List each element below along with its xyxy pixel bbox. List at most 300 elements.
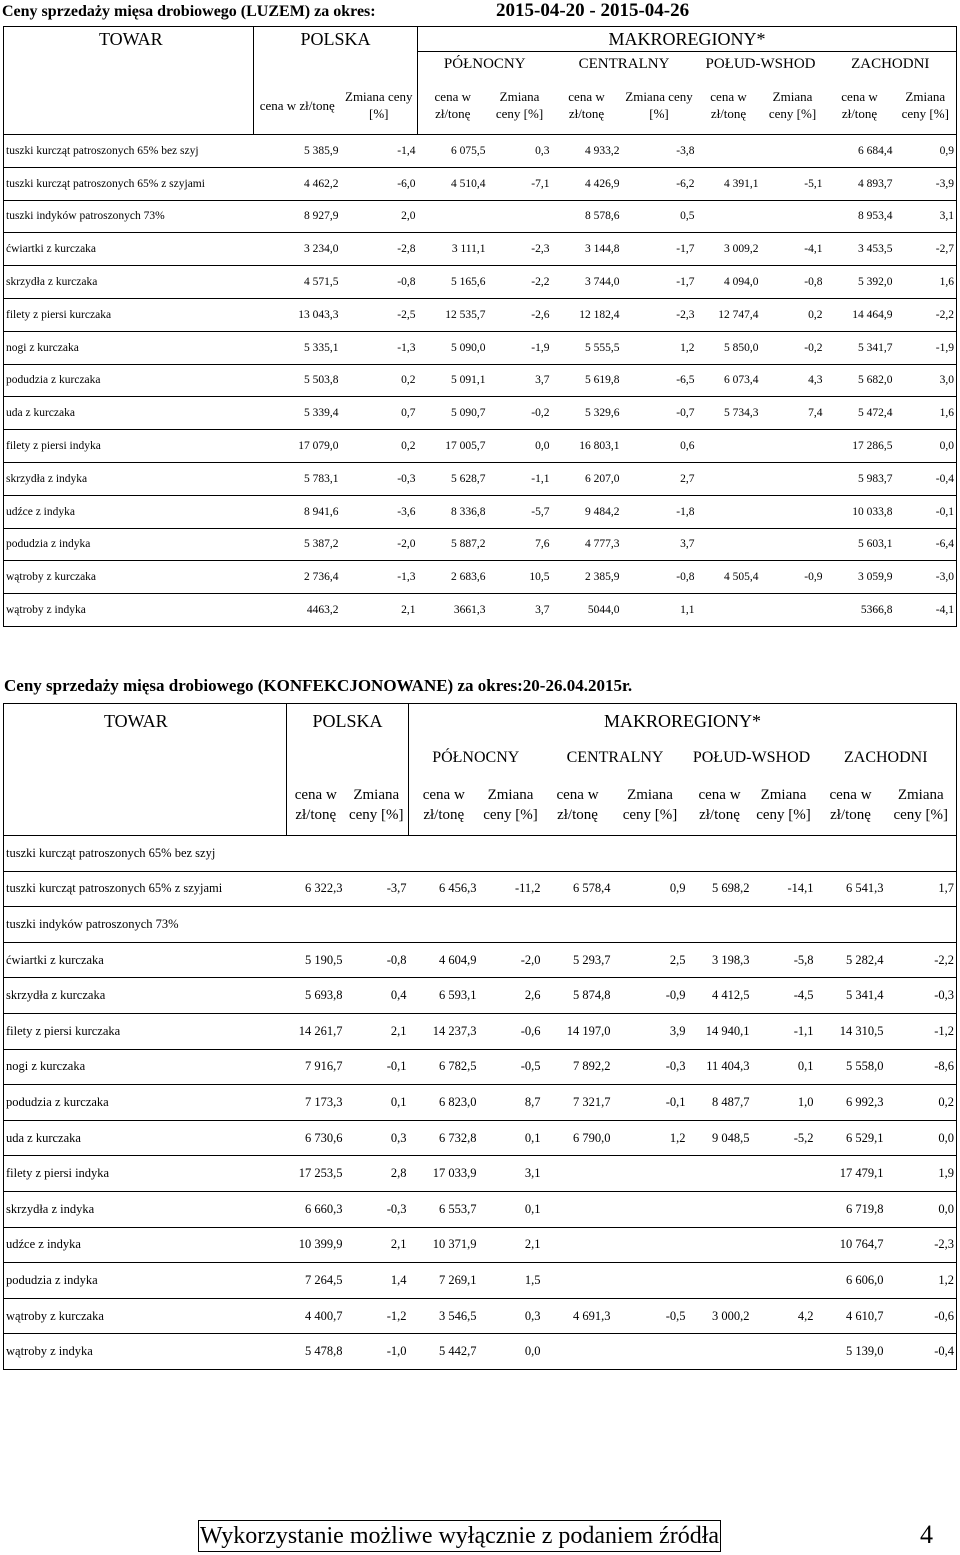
change-cell: [613, 1191, 688, 1227]
price-cell: [543, 836, 613, 872]
price-cell: [697, 495, 761, 528]
price-cell: [287, 836, 345, 872]
change-cell: -3,0: [895, 561, 957, 594]
change-cell: [761, 594, 825, 627]
change-cell: -4,5: [752, 978, 816, 1014]
change-cell: 1,0: [752, 1085, 816, 1121]
change-cell: -0,9: [761, 561, 825, 594]
price-cell: 8 941,6: [254, 495, 341, 528]
change-cell: 4,3: [761, 364, 825, 397]
price-cell: [688, 1227, 752, 1263]
change-cell: 1,2: [886, 1263, 957, 1299]
change-cell: [752, 907, 816, 943]
product-name: filety z piersi kurczaka: [4, 1013, 287, 1049]
subheader-empty: [4, 77, 254, 135]
price-cell: 7 321,7: [543, 1085, 613, 1121]
price-cell: 5 850,0: [697, 331, 761, 364]
price-cell: [697, 430, 761, 463]
price-cell: 6 732,8: [409, 1120, 479, 1156]
change-cell: 1,2: [622, 331, 697, 364]
change-cell: 3,7: [488, 364, 552, 397]
price-cell: 6 578,4: [543, 871, 613, 907]
price-cell: 14 310,5: [816, 1013, 886, 1049]
table-row: [4, 1156, 957, 1192]
change-cell: -2,2: [886, 942, 957, 978]
price-cell: 5 282,4: [816, 942, 886, 978]
change-cell: -11,2: [479, 871, 543, 907]
product-name: uda z kurczaka: [4, 397, 254, 430]
table-row: [4, 871, 957, 907]
product-name: ćwiartki z kurczaka: [4, 233, 254, 266]
price-cell: 6 073,4: [697, 364, 761, 397]
change-cell: [613, 1156, 688, 1192]
price-cell: 10 033,8: [825, 495, 895, 528]
price-cell: [688, 1263, 752, 1299]
price-cell: 5 693,8: [287, 978, 345, 1014]
change-cell: -7,1: [488, 167, 552, 200]
change-cell: 0,2: [886, 1085, 957, 1121]
change-cell: [752, 836, 816, 872]
price-cell: 7 269,1: [409, 1263, 479, 1299]
product-name: podudzia z kurczaka: [4, 364, 254, 397]
subheader-price: cena w zł/tonę: [418, 77, 488, 135]
product-name: tuszki kurcząt patroszonych 65% bez szyj: [6, 845, 216, 860]
price-cell: 4 604,9: [409, 942, 479, 978]
price-cell: 6 541,3: [816, 871, 886, 907]
product-name: tuszki kurcząt patroszonych 65% bez szyj: [6, 144, 199, 157]
change-cell: -5,1: [761, 167, 825, 200]
price-cell: 3661,3: [418, 594, 488, 627]
table-row: [4, 1227, 957, 1263]
title-luzem-period: 2015-04-20 - 2015-04-26: [496, 0, 690, 21]
change-cell: [752, 1191, 816, 1227]
change-cell: -0,6: [479, 1013, 543, 1049]
price-cell: 5 392,0: [825, 266, 895, 299]
table-row: [4, 907, 957, 943]
change-cell: 0,0: [886, 1120, 957, 1156]
table-row: [4, 1013, 957, 1049]
header-region-centralny: CENTRALNY: [566, 748, 664, 766]
table-row: [4, 528, 957, 561]
change-cell: [345, 907, 409, 943]
price-cell: 4463,2: [254, 594, 341, 627]
table-row: [4, 1120, 957, 1156]
change-cell: -0,8: [341, 266, 418, 299]
product-name: tuszki indyków patroszonych 73%: [4, 200, 254, 233]
price-cell: 3 009,2: [697, 233, 761, 266]
price-cell: 17 005,7: [418, 430, 488, 463]
price-cell: 4 094,0: [697, 266, 761, 299]
change-cell: 0,0: [488, 430, 552, 463]
price-cell: 5044,0: [552, 594, 622, 627]
subheader-change: Zmiana ceny [%]: [895, 77, 957, 135]
price-cell: 3 144,8: [552, 233, 622, 266]
subheader-change: Zmiana ceny [%]: [613, 776, 688, 836]
change-cell: [479, 907, 543, 943]
price-cell: 14 197,0: [543, 1013, 613, 1049]
change-cell: [761, 495, 825, 528]
price-cell: 13 043,3: [254, 298, 341, 331]
price-cell: 12 535,7: [418, 298, 488, 331]
change-cell: [479, 836, 543, 872]
product-name: tuszki kurcząt patroszonych 65% z szyjami: [4, 167, 254, 200]
change-cell: 3,1: [895, 200, 957, 233]
price-cell: 6 529,1: [816, 1120, 886, 1156]
subheader-price: cena w zł/tonę: [825, 77, 895, 135]
price-cell: 5 628,7: [418, 462, 488, 495]
subheader-change: Zmiana ceny [%]: [479, 776, 543, 836]
konfekcjonowane-table-wrapper: [3, 703, 956, 1370]
change-cell: -0,8: [345, 942, 409, 978]
change-cell: [761, 430, 825, 463]
change-cell: -6,0: [341, 167, 418, 200]
price-cell: 8 927,9: [254, 200, 341, 233]
change-cell: -0,5: [613, 1298, 688, 1334]
change-cell: -2,6: [488, 298, 552, 331]
change-cell: -1,7: [622, 266, 697, 299]
product-name: wątroby z kurczaka: [4, 561, 254, 594]
product-name: podudzia z indyka: [4, 1263, 287, 1299]
price-cell: 6 593,1: [409, 978, 479, 1014]
change-cell: [761, 135, 825, 168]
price-cell: 6 075,5: [451, 144, 486, 157]
price-cell: 3 059,9: [825, 561, 895, 594]
change-cell: 2,7: [622, 462, 697, 495]
table-row: [4, 594, 957, 627]
price-cell: 7 916,7: [287, 1049, 345, 1085]
price-cell: 4 777,3: [552, 528, 622, 561]
product-name: uda z kurczaka: [4, 1120, 287, 1156]
price-cell: 3 453,5: [825, 233, 895, 266]
change-cell: -14,1: [752, 871, 816, 907]
price-cell: 3 198,3: [688, 942, 752, 978]
table-row: [4, 1334, 957, 1370]
product-name: wątroby z indyka: [4, 594, 254, 627]
price-cell: 14 237,3: [409, 1013, 479, 1049]
change-cell: -6,4: [895, 528, 957, 561]
price-cell: [543, 1263, 613, 1299]
price-cell: 6 207,0: [552, 462, 622, 495]
change-cell: 2,1: [345, 1013, 409, 1049]
price-cell: 5 682,0: [825, 364, 895, 397]
price-cell: 4 691,3: [543, 1298, 613, 1334]
change-cell: 2,1: [341, 594, 418, 627]
price-cell: 5 478,8: [287, 1334, 345, 1370]
change-cell: 1,1: [622, 594, 697, 627]
price-cell: 6 456,3: [409, 871, 479, 907]
change-cell: -1,7: [622, 233, 697, 266]
change-cell: -3,8: [676, 144, 695, 157]
header-region-polud-wshod: POŁUD-WSHOD: [692, 748, 811, 766]
price-cell: 7 892,2: [543, 1049, 613, 1085]
price-cell: 11 404,3: [688, 1049, 752, 1085]
change-cell: -2,3: [886, 1227, 957, 1263]
price-cell: [543, 1191, 613, 1227]
product-name: filety z piersi kurczaka: [4, 298, 254, 331]
change-cell: [761, 528, 825, 561]
price-cell: 5 783,1: [254, 462, 341, 495]
price-cell: 14 940,1: [688, 1013, 752, 1049]
subheader-change: Zmiana ceny [%]: [488, 77, 552, 135]
change-cell: -4,1: [761, 233, 825, 266]
price-cell: [543, 1156, 613, 1192]
change-cell: -5,7: [488, 495, 552, 528]
price-cell: 5 335,1: [254, 331, 341, 364]
subheader-price: cena w zł/tonę: [254, 77, 341, 135]
price-cell: [697, 594, 761, 627]
price-cell: 10 399,9: [287, 1227, 345, 1263]
price-cell: 6 823,0: [409, 1085, 479, 1121]
change-cell: [752, 1227, 816, 1263]
change-cell: -1,2: [886, 1013, 957, 1049]
product-name: filety z piersi indyka: [4, 1156, 287, 1192]
header-towar: TOWAR: [99, 28, 163, 49]
table-row: [4, 135, 957, 168]
subheader-price: cena w zł/tonę: [543, 776, 613, 836]
price-cell: 5366,8: [825, 594, 895, 627]
header-region-polud-wshod: POŁUD-WSHOD: [697, 52, 825, 77]
price-cell: 3 744,0: [552, 266, 622, 299]
subheader-change: Zmiana ceny [%]: [752, 776, 816, 836]
change-cell: 1,2: [613, 1120, 688, 1156]
change-cell: -8,6: [886, 1049, 957, 1085]
header-towar: TOWAR: [104, 711, 168, 732]
change-cell: -0,2: [761, 331, 825, 364]
table-row: [4, 1085, 957, 1121]
table-row: [4, 430, 957, 463]
change-cell: 0,1: [345, 1085, 409, 1121]
product-name: skrzydła z kurczaka: [4, 266, 254, 299]
price-cell: 17 286,5: [825, 430, 895, 463]
product-name: skrzydła z kurczaka: [4, 978, 287, 1014]
change-cell: 1,9: [886, 1156, 957, 1192]
change-cell: -2,0: [341, 528, 418, 561]
price-cell: 17 033,9: [409, 1156, 479, 1192]
table-row: [4, 167, 957, 200]
product-name: nogi z kurczaka: [4, 1049, 287, 1085]
price-cell: [543, 1334, 613, 1370]
price-cell: 16 803,1: [552, 430, 622, 463]
price-cell: [287, 907, 345, 943]
change-cell: 1,4: [345, 1263, 409, 1299]
section-title-luzem: [2, 0, 960, 26]
change-cell: 0,2: [761, 298, 825, 331]
change-cell: 2,0: [341, 200, 418, 233]
header-makroregiony: MAKROREGIONY*: [418, 27, 957, 52]
change-cell: 3,0: [895, 364, 957, 397]
change-cell: -2,3: [622, 298, 697, 331]
change-cell: 1,7: [886, 871, 957, 907]
change-cell: 3,7: [622, 528, 697, 561]
subheader-empty: [4, 776, 287, 836]
table-row: [4, 495, 957, 528]
price-cell: 6 322,3: [287, 871, 345, 907]
price-cell: 6 606,0: [816, 1263, 886, 1299]
change-cell: [613, 1263, 688, 1299]
header-spacer: [4, 740, 287, 776]
change-cell: -3,9: [895, 167, 957, 200]
change-cell: [752, 1156, 816, 1192]
change-cell: 0,0: [886, 1191, 957, 1227]
price-cell: 5 983,7: [825, 462, 895, 495]
change-cell: -0,2: [488, 397, 552, 430]
change-cell: -5,2: [752, 1120, 816, 1156]
change-cell: -0,9: [613, 978, 688, 1014]
price-cell: 7 264,5: [287, 1263, 345, 1299]
change-cell: 8,7: [479, 1085, 543, 1121]
change-cell: 0,9: [939, 144, 955, 157]
price-cell: 2 683,6: [418, 561, 488, 594]
change-cell: -1,3: [341, 561, 418, 594]
price-cell: 6 782,5: [409, 1049, 479, 1085]
product-name: tuszki kurcząt patroszonych 65% z szyjami: [4, 871, 287, 907]
subheader-change: Zmiana ceny [%]: [341, 77, 418, 135]
table-row: [4, 233, 957, 266]
change-cell: 0,3: [345, 1120, 409, 1156]
change-cell: 0,9: [613, 871, 688, 907]
change-cell: -1,9: [488, 331, 552, 364]
table-row: [4, 1298, 957, 1334]
change-cell: [613, 1227, 688, 1263]
change-cell: 4,2: [752, 1298, 816, 1334]
product-name: nogi z kurczaka: [4, 331, 254, 364]
table-row: [4, 331, 957, 364]
subheader-price: cena w zł/tonę: [688, 776, 752, 836]
subheader-price: cena w zł/tonę: [287, 776, 345, 836]
price-cell: 12 747,4: [697, 298, 761, 331]
price-cell: 12 182,4: [552, 298, 622, 331]
product-name: podudzia z kurczaka: [4, 1085, 287, 1121]
change-cell: -0,3: [345, 1191, 409, 1227]
price-cell: 4 391,1: [697, 167, 761, 200]
product-name: tuszki indyków patroszonych 73%: [4, 907, 287, 943]
change-cell: 0,0: [895, 430, 957, 463]
price-cell: 17 253,5: [287, 1156, 345, 1192]
table-row: [4, 200, 957, 233]
change-cell: 0,5: [622, 200, 697, 233]
change-cell: 10,5: [488, 561, 552, 594]
change-cell: -0,6: [886, 1298, 957, 1334]
table-row: [4, 1191, 957, 1227]
change-cell: -0,1: [895, 495, 957, 528]
change-cell: -0,1: [345, 1049, 409, 1085]
product-name: wątroby z kurczaka: [4, 1298, 287, 1334]
table-row: [4, 364, 957, 397]
price-cell: 10 764,7: [816, 1227, 886, 1263]
table-row: [4, 561, 957, 594]
change-cell: [613, 836, 688, 872]
header-region-centralny: CENTRALNY: [552, 52, 697, 77]
change-cell: [488, 200, 552, 233]
price-cell: 8 953,4: [825, 200, 895, 233]
table-row: [4, 836, 957, 872]
change-cell: -0,8: [761, 266, 825, 299]
change-cell: -6,2: [622, 167, 697, 200]
change-cell: [345, 836, 409, 872]
header-region-zachodni: ZACHODNI: [825, 52, 957, 77]
change-cell: -2,7: [895, 233, 957, 266]
price-cell: 5 190,5: [287, 942, 345, 978]
product-name: wątroby z indyka: [4, 1334, 287, 1370]
change-cell: -0,8: [622, 561, 697, 594]
luzem-price-table: [3, 26, 957, 627]
price-cell: [688, 836, 752, 872]
header-region-zachodni: ZACHODNI: [843, 748, 928, 766]
change-cell: 0,1: [752, 1049, 816, 1085]
table-row: [4, 978, 957, 1014]
header-region-polnocny: PÓŁNOCNY: [409, 740, 543, 776]
change-cell: 2,5: [613, 942, 688, 978]
price-cell: [688, 907, 752, 943]
table-row: [4, 942, 957, 978]
price-cell: 5 698,2: [688, 871, 752, 907]
price-cell: [688, 1156, 752, 1192]
change-cell: 2,1: [345, 1227, 409, 1263]
price-cell: 9 484,2: [552, 495, 622, 528]
price-cell: 5 385,9: [304, 144, 339, 157]
subheader-price: cena w zł/tonę: [409, 776, 479, 836]
change-cell: -4,1: [895, 594, 957, 627]
change-cell: 0,0: [479, 1334, 543, 1370]
page-number: 4: [920, 1520, 933, 1549]
price-cell: 5 558,0: [816, 1049, 886, 1085]
source-footer-note: Wykorzystanie możliwe wyłącznie z podaniem źródła: [198, 1520, 721, 1552]
product-name: udźce z indyka: [4, 495, 254, 528]
price-cell: 2 385,9: [552, 561, 622, 594]
change-cell: [752, 1263, 816, 1299]
change-cell: -1,1: [752, 1013, 816, 1049]
change-cell: -1,1: [488, 462, 552, 495]
price-cell: [816, 907, 886, 943]
change-cell: 2,6: [479, 978, 543, 1014]
subheader-change: Zmiana ceny [%]: [622, 77, 697, 135]
change-cell: 1,6: [895, 397, 957, 430]
subheader-price: cena w zł/tonę: [816, 776, 886, 836]
change-cell: -2,3: [488, 233, 552, 266]
price-cell: 3 111,1: [418, 233, 488, 266]
price-cell: 5 339,4: [254, 397, 341, 430]
price-cell: 8 336,8: [418, 495, 488, 528]
price-cell: 5 603,1: [825, 528, 895, 561]
change-cell: 0,7: [341, 397, 418, 430]
price-cell: 5 165,6: [418, 266, 488, 299]
price-cell: 4 412,5: [688, 978, 752, 1014]
product-name: skrzydła z indyka: [4, 462, 254, 495]
price-cell: 4 893,7: [825, 167, 895, 200]
price-cell: 6 992,3: [816, 1085, 886, 1121]
change-cell: -2,5: [341, 298, 418, 331]
change-cell: 1,6: [895, 266, 957, 299]
price-cell: 7 173,3: [287, 1085, 345, 1121]
price-cell: 4 610,7: [816, 1298, 886, 1334]
change-cell: 0,2: [341, 364, 418, 397]
header-spacer: [4, 52, 254, 77]
change-cell: -5,8: [752, 942, 816, 978]
change-cell: -2,0: [479, 942, 543, 978]
price-cell: 4 462,2: [254, 167, 341, 200]
konfekcjonowane-price-table: [3, 703, 957, 1370]
change-cell: -0,7: [622, 397, 697, 430]
price-cell: 9 048,5: [688, 1120, 752, 1156]
price-cell: 5 887,2: [418, 528, 488, 561]
luzem-table-wrapper: [3, 26, 956, 627]
table-row: [4, 266, 957, 299]
change-cell: -0,4: [886, 1334, 957, 1370]
price-cell: [543, 1227, 613, 1263]
price-cell: 8 578,6: [552, 200, 622, 233]
price-cell: 5 503,8: [254, 364, 341, 397]
price-cell: 5 874,8: [543, 978, 613, 1014]
